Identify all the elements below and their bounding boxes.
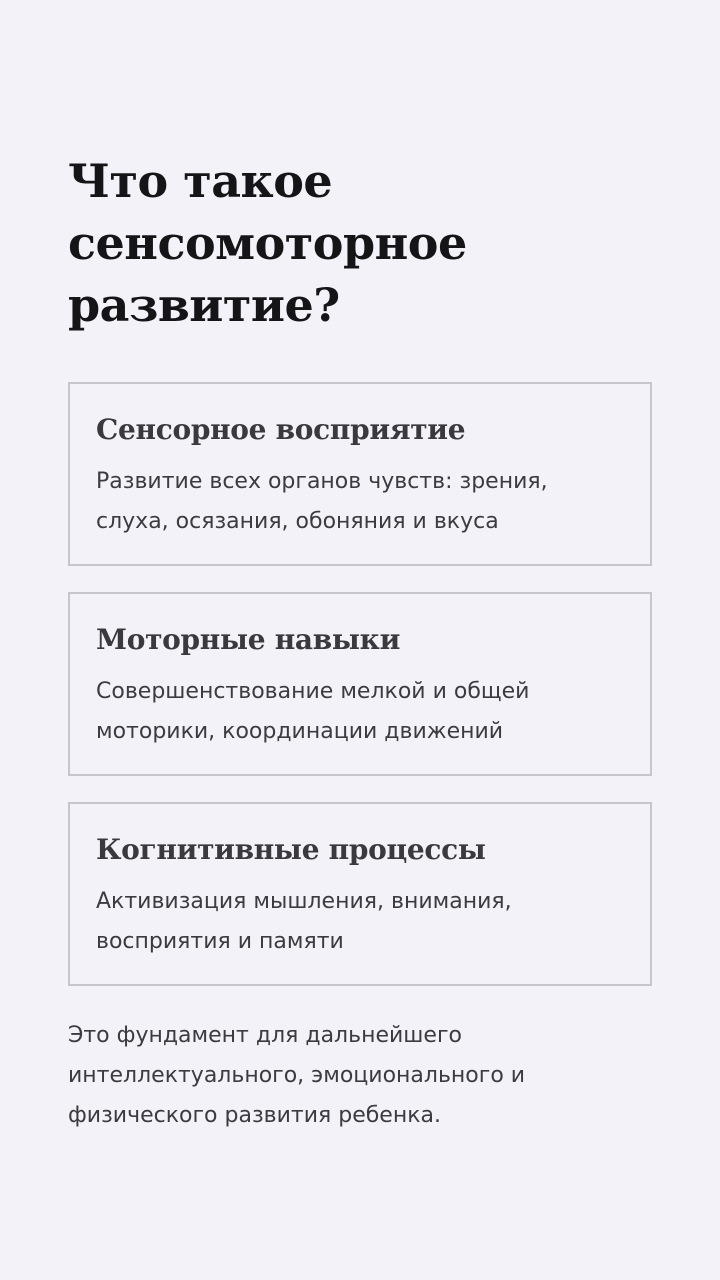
card-title: Моторные навыки xyxy=(96,623,401,656)
card-title: Сенсорное восприятие xyxy=(96,413,466,446)
page-title: Что такое сенсомоторное развитие? xyxy=(68,154,467,332)
card-description: Активизация мышления, внимания, восприятия и памяти xyxy=(96,889,512,954)
card-sensory-perception xyxy=(68,382,652,566)
slide-content xyxy=(68,150,652,1136)
card-description: Совершенствование мелкой и общей моторики, координации движений xyxy=(96,679,530,744)
card-description: Развитие всех органов чувств: зрения, слуха, осязания, обоняния и вкуса xyxy=(96,469,548,534)
card-cognitive-processes xyxy=(68,802,652,986)
summary-text: Это фундамент для дальнейшего интеллектуального, эмоционального и физического развития ребенка. xyxy=(68,1023,526,1128)
card-motor-skills xyxy=(68,592,652,776)
card-title: Когнитивные процессы xyxy=(96,833,486,866)
card-list xyxy=(68,382,652,986)
